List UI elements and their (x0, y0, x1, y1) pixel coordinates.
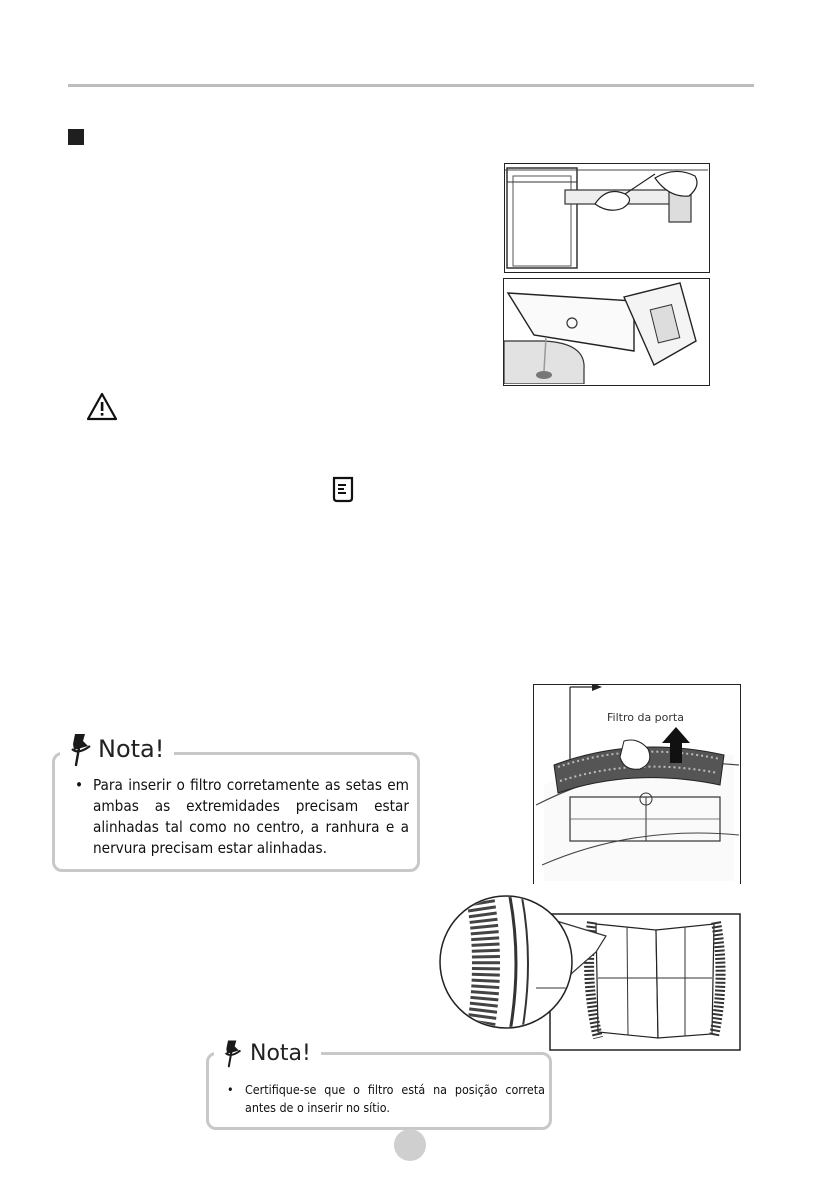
door-filter-label: Filtro da porta (607, 711, 684, 724)
illustration-door-filter (533, 684, 741, 884)
note-bullet-item: • Para inserir o filtro corretamente as setas em ambas as extremidades precisam estar alinhadas tal como no centro, a ranhura e a nervura precisam estar alinhadas. (73, 775, 409, 859)
header-rule (68, 84, 754, 87)
note-title: Nota! (250, 1040, 311, 1066)
note-title: Nota! (98, 735, 165, 763)
pushpin-icon (220, 1038, 246, 1068)
illustration-pull-water-tank (504, 163, 710, 273)
note-text (225, 1081, 545, 1117)
note-box-filter-alignment (52, 752, 420, 872)
water-tank-icon (330, 475, 356, 503)
note-bullet-item: • Certifique-se que o filtro está na posição correta antes de o inserir no sítio. (225, 1081, 545, 1117)
page-number-badge (394, 1129, 426, 1161)
note-title-block (214, 1036, 321, 1070)
pushpin-icon (66, 731, 96, 767)
section-square-bullet (68, 129, 84, 145)
warning-triangle-icon (86, 392, 118, 422)
note-text (73, 775, 409, 859)
note-title-block (60, 730, 174, 768)
illustration-empty-water-tank (503, 278, 710, 386)
illustration-filter-detail (436, 878, 742, 1052)
